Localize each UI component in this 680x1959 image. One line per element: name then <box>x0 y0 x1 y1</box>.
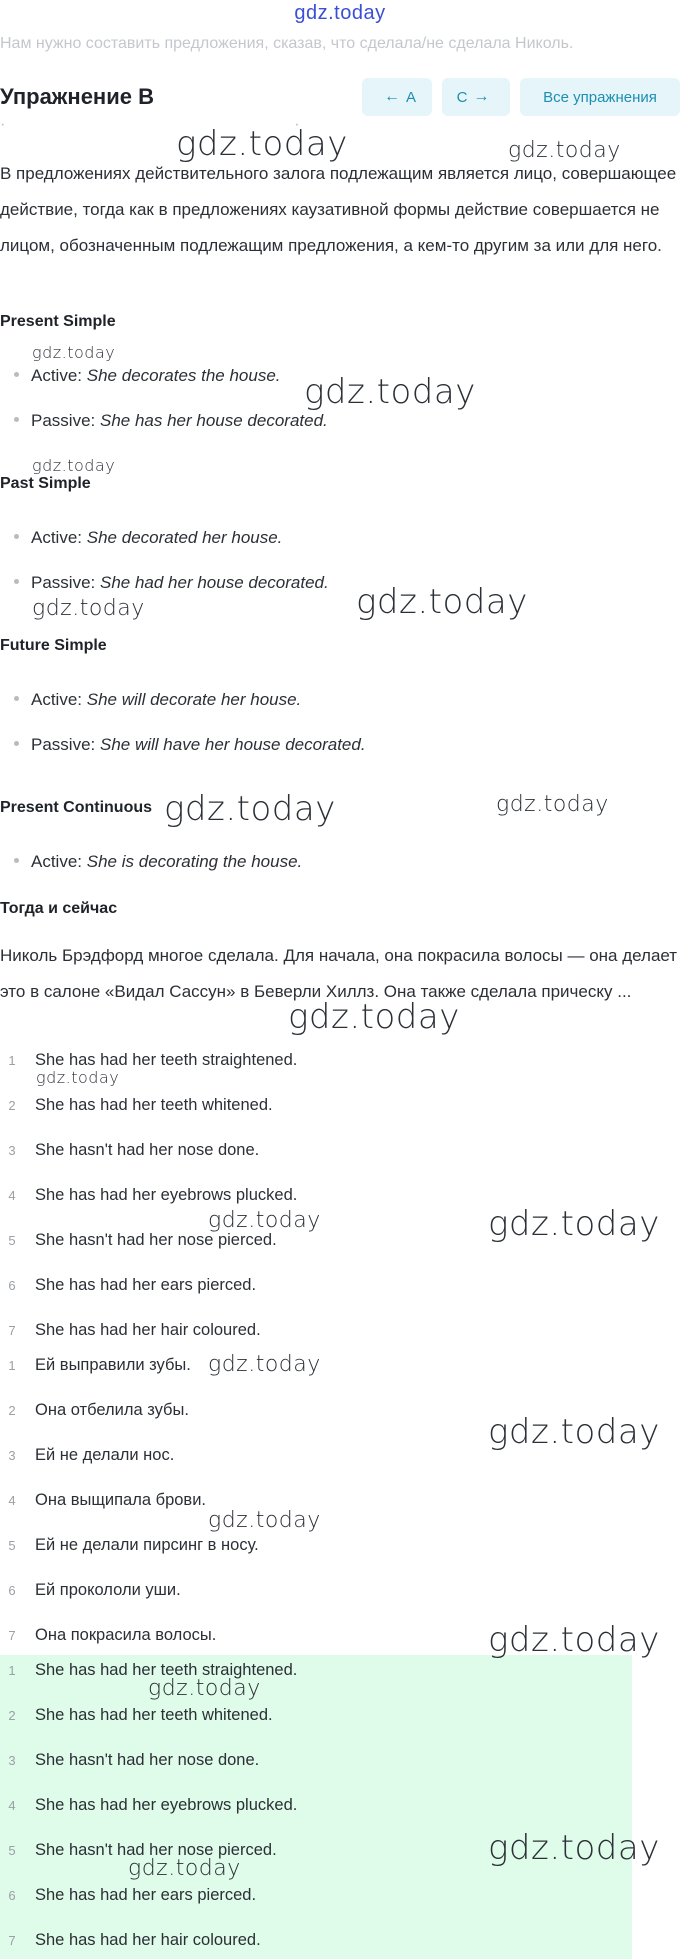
example-sentence: She decorated her house. <box>86 528 283 547</box>
translation-row <box>0 1581 181 1605</box>
translation-row <box>0 1356 191 1380</box>
row-number: 7 <box>8 1933 16 1948</box>
watermark: gdz.today <box>128 1856 241 1881</box>
row-text: She hasn't had her nose done. <box>35 1141 260 1159</box>
row-number: 1 <box>8 1053 16 1068</box>
prev-exercise-button[interactable] <box>362 78 432 116</box>
bullet-dot-icon <box>14 534 19 539</box>
bullet-active: Active: She is decorating the house. <box>14 852 302 872</box>
bullet-passive: Passive: She has her house decorated. <box>14 411 328 431</box>
watermark: gdz.today <box>288 997 460 1037</box>
row-text: She has had her hair coloured. <box>35 1321 261 1339</box>
tense-heading: Future Simple <box>0 637 107 654</box>
row-number: 4 <box>8 1798 16 1813</box>
bullet-dot-icon <box>14 579 19 584</box>
row-text: She has had her teeth whitened. <box>35 1096 273 1114</box>
example-sentence: She will have her house decorated. <box>99 735 366 754</box>
row-number: 4 <box>8 1188 16 1203</box>
story-paragraph: Николь Брэдфорд многое сделала. Для начала, она покрасила волосы — она делает это в салоне «Видал Сассун» в Беверли Хиллз. Она также сделала прическу ... <box>0 946 678 1001</box>
watermark: gdz.today <box>176 124 348 164</box>
answer-row <box>0 1096 273 1120</box>
arrow-left-icon: ← <box>383 88 400 105</box>
translation-row <box>0 1446 174 1470</box>
row-text: Ей выправили зубы. <box>35 1356 191 1374</box>
row-number: 6 <box>8 1888 16 1903</box>
highlighted-row <box>0 1661 297 1685</box>
row-text: She has had her eyebrows plucked. <box>35 1796 298 1814</box>
bullet-active: Active: She will decorate her house. <box>14 690 301 710</box>
answer-row <box>0 1186 297 1210</box>
watermark: gdz.today <box>148 1676 261 1701</box>
section-heading: Тогда и сейчас <box>0 900 118 917</box>
translation-row <box>0 1491 206 1515</box>
row-text: Ей прокололи уши. <box>35 1581 181 1599</box>
watermark: gdz.today <box>36 1068 120 1087</box>
row-text: Она выщипала брови. <box>35 1491 206 1509</box>
row-text: She has had her teeth straightened. <box>35 1661 298 1679</box>
row-text: She hasn't had her nose pierced. <box>35 1231 277 1249</box>
row-number: 5 <box>8 1538 16 1553</box>
watermark: gdz.today <box>32 343 116 362</box>
watermark: gdz.today <box>208 1352 321 1377</box>
cropped-text-fragment: · · <box>0 116 300 133</box>
row-text: She hasn't had her nose pierced. <box>35 1841 277 1859</box>
watermark: gdz.today <box>496 792 609 817</box>
example-sentence: She decorates the house. <box>86 366 281 385</box>
exercise-instruction: Нам нужно составить предложения, сказав, что сделала/не сделала Николь. <box>0 35 574 52</box>
row-number: 6 <box>8 1583 16 1598</box>
row-number: 3 <box>8 1143 16 1158</box>
row-number: 5 <box>8 1233 16 1248</box>
bullet-dot-icon <box>14 858 19 863</box>
row-text: She hasn't had her nose done. <box>35 1751 260 1769</box>
watermark: gdz.today <box>508 138 621 163</box>
row-text: She has had her teeth whitened. <box>35 1706 273 1724</box>
highlighted-row <box>0 1706 273 1730</box>
row-number: 2 <box>8 1098 16 1113</box>
highlighted-row <box>0 1841 277 1865</box>
tense-heading: Present Simple <box>0 313 116 330</box>
watermark: gdz.today <box>32 456 116 475</box>
site-logo[interactable]: gdz.today <box>294 2 386 24</box>
row-number: 3 <box>8 1448 16 1463</box>
bullet-dot-icon <box>14 696 19 701</box>
watermark: gdz.today <box>164 789 336 829</box>
answer-row <box>0 1276 256 1300</box>
translation-row <box>0 1536 259 1560</box>
next-exercise-button[interactable] <box>442 78 510 116</box>
row-text: She has had her eyebrows plucked. <box>35 1186 298 1204</box>
answer-row <box>0 1321 261 1345</box>
watermark: gdz.today <box>304 372 476 412</box>
row-number: 1 <box>8 1663 16 1678</box>
translation-row <box>0 1401 189 1425</box>
row-number: 2 <box>8 1403 16 1418</box>
row-text: She has had her ears pierced. <box>35 1886 257 1904</box>
example-sentence: She is decorating the house. <box>86 852 303 871</box>
row-number: 4 <box>8 1493 16 1508</box>
bullet-dot-icon <box>14 417 19 422</box>
bullet-active: Active: She decorated her house. <box>14 528 282 548</box>
example-sentence: She will decorate her house. <box>86 690 302 709</box>
bullet-dot-icon <box>14 741 19 746</box>
highlighted-row <box>0 1931 261 1955</box>
row-text: She has had her teeth straightened. <box>35 1051 298 1069</box>
row-number: 3 <box>8 1753 16 1768</box>
highlighted-row <box>0 1796 297 1820</box>
next-exercise-label: C <box>456 88 468 106</box>
prev-exercise-label: A <box>405 88 416 106</box>
row-text: Она покрасила волосы. <box>35 1626 217 1644</box>
row-text: Она отбелила зубы. <box>35 1401 189 1419</box>
watermark: gdz.today <box>208 1208 321 1233</box>
example-sentence: She has her house decorated. <box>99 411 328 430</box>
row-text: Ей не делали нос. <box>35 1446 175 1464</box>
answer-row <box>0 1141 259 1165</box>
exercise-header <box>0 78 680 116</box>
watermark: gdz.today <box>488 1828 660 1868</box>
answer-row <box>0 1231 277 1255</box>
answer-row <box>0 1051 297 1075</box>
theory-paragraph: В предложениях действительного залога подлежащим является лицо, совершающее действие, тогда как в предложениях каузативной формы действие совершается не лицом, обозначенным подлежащим предложения, а кем-то другим за или для него. <box>0 164 677 255</box>
row-number: 1 <box>8 1358 16 1373</box>
bullet-dot-icon <box>14 372 19 377</box>
watermark: gdz.today <box>356 582 528 622</box>
bullet-active: Active: She decorates the house. <box>14 366 281 386</box>
highlighted-row <box>0 1886 256 1910</box>
bullet-passive: Passive: She will have her house decorated. <box>14 735 366 755</box>
highlighted-row <box>0 1751 259 1775</box>
all-exercises-button[interactable]: Все упражнения <box>520 78 680 116</box>
row-text: She has had her hair coloured. <box>35 1931 261 1949</box>
exercise-title: Упражнение B <box>0 84 154 109</box>
row-number: 6 <box>8 1278 16 1293</box>
row-number: 5 <box>8 1843 16 1858</box>
row-number: 7 <box>8 1323 16 1338</box>
watermark: gdz.today <box>488 1412 660 1452</box>
watermark: gdz.today <box>32 596 145 621</box>
translation-row <box>0 1626 216 1650</box>
row-number: 2 <box>8 1708 16 1723</box>
tense-heading: Past Simple <box>0 475 91 492</box>
row-text: Ей не делали пирсинг в носу. <box>35 1536 259 1554</box>
tense-heading: Present Continuous <box>0 799 153 816</box>
watermark: gdz.today <box>488 1204 660 1244</box>
example-sentence: She had her house decorated. <box>99 573 329 592</box>
watermark: gdz.today <box>488 1620 660 1660</box>
row-text: She has had her ears pierced. <box>35 1276 257 1294</box>
bullet-passive: Passive: She had her house decorated. <box>14 573 329 593</box>
arrow-right-icon: → <box>473 88 490 105</box>
row-number: 7 <box>8 1628 16 1643</box>
watermark: gdz.today <box>208 1508 321 1533</box>
